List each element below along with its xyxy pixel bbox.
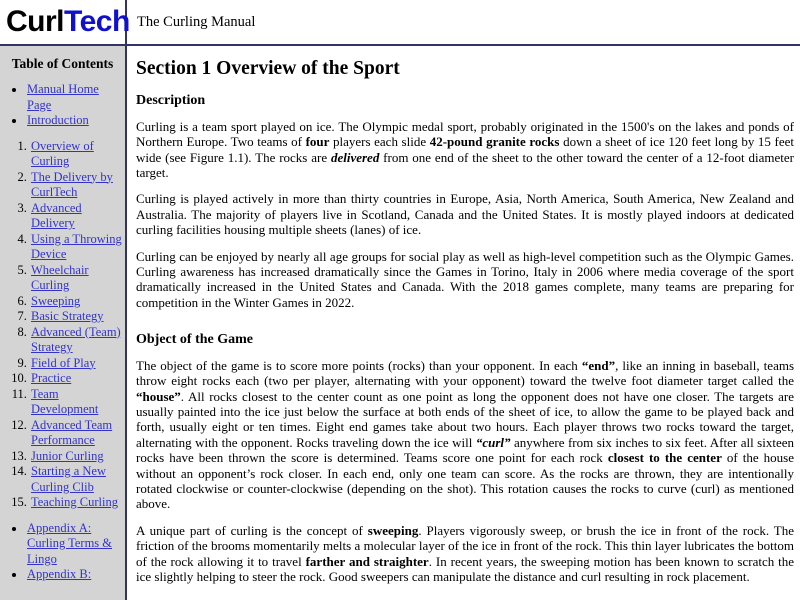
list-item: [30, 294, 125, 310]
emphasis-end: “end”: [581, 357, 616, 373]
sidebar-item-overview-of-curling[interactable]: Overview of Curling: [31, 138, 94, 168]
description-paragraph-2: Curling is played actively in more than thirty countries in Europe, Asia, North America, South America, New Zealand and Australia. The majority of players live in Scotland, Canada and the United States. It is mostly played indoors at dedicated curling facilities housing multiple sheets (lanes) of ice.: [136, 191, 794, 238]
list-item: [30, 201, 125, 232]
paragraph-text: down a sheet of ice 120 feet long by 15 feet wide (see Figure 1.1). The rocks are: [136, 134, 795, 165]
sidebar-table-of-contents: [0, 46, 127, 600]
sidebar-item-sweeping[interactable]: Sweeping: [31, 293, 81, 308]
logo-text: [6, 7, 130, 37]
list-item: [30, 449, 125, 465]
paragraph-text: of the house without an opponent’s rock closer. In each end, only one team can score. As the rocks are thrown, they are intentionally rotated clockwise or counter-clockwise (depending on the shot). This rotation causes the rocks to curve (curl) as mentioned above.: [136, 450, 794, 512]
toc-heading: Table of Contents: [11, 56, 114, 71]
sidebar-item-team-development[interactable]: Team Development: [31, 386, 99, 416]
paragraph-text: from one end of the sheet to the other toward the center of a 12-foot diameter target.: [136, 149, 794, 181]
sidebar-item-manual-home-page[interactable]: Manual Home Page: [27, 82, 99, 112]
list-item: [30, 464, 125, 495]
emphasis-sweeping: sweeping: [367, 522, 419, 538]
sidebar-item-the-delivery-by-curltech[interactable]: The Delivery by CurlTech: [31, 169, 113, 199]
object-of-the-game-heading: Object of the Game: [136, 332, 254, 348]
page-header: [0, 0, 800, 46]
emphasis-house: “house”: [136, 388, 181, 404]
paragraph-text: anywhere from six inches to six feet. After all sixteen rocks have been thrown the score is determined. Teams score one point for each rock: [136, 434, 794, 466]
list-item: [30, 263, 125, 294]
emphasis-four: four: [305, 134, 330, 150]
sidebar-item-field-of-play[interactable]: Field of Play: [31, 355, 96, 370]
list-item: [30, 309, 125, 325]
sidebar-item-advanced-team-performance[interactable]: Advanced Team Performance: [31, 417, 113, 447]
object-paragraph-2: [136, 523, 794, 585]
emphasis-delivered: delivered: [330, 149, 380, 165]
sidebar-item-practice[interactable]: Practice: [31, 371, 72, 385]
site-logo[interactable]: [0, 0, 130, 45]
manual-title: The Curling Manual: [137, 13, 256, 30]
paragraph-text: Curling is a team sport played on ice. The Olympic medal sport, probably originated in the 1500's on the lakes and ponds of Northern Europe. Two teams of: [136, 118, 794, 150]
sidebar-item-using-a-throwing-device[interactable]: Using a Throwing Device: [31, 231, 122, 261]
sidebar-item-junior-curling[interactable]: Junior Curling: [31, 448, 104, 463]
description-paragraph-3: Curling can be enjoyed by nearly all age groups for social play as well as high-level competition such as the Olympic Games. Curling awareness has increased dramatically since the Games in Torino, Italy in 2006 where media coverage of the sport dramatically increased in the United States and Canada. With the 2018 games complete, many teams are preparing for competition in the Winter Games in 2022.: [136, 248, 794, 310]
sidebar-item-appendix-a[interactable]: Appendix A: Curling Terms & Lingo: [27, 520, 113, 566]
paragraph-text: A unique part of curling is the concept of: [136, 522, 368, 538]
list-item: [30, 170, 125, 201]
sidebar-item-teaching-curling[interactable]: Teaching Curling: [31, 495, 118, 509]
sidebar-item-wheelchair-curling[interactable]: Wheelchair Curling: [31, 262, 89, 292]
paragraph-text: The object of the game is to score more points (rocks) than your opponent. In each: [136, 357, 582, 373]
paragraph-text: . All rocks closest to the center count as one point as long the opponent does not have one closer. The targets are usually painted into the ice just below the surface at both ends of the sheet of ice, to allow the game to be played back and forth, usually eight or ten times. Eight end games take about two hours. Each player throws two rocks toward the target, alternating with the opponent. Rocks traveling down the ice will: [136, 388, 794, 450]
emphasis-farther-and-straighter: farther and straighter: [305, 553, 429, 569]
list-item: [26, 82, 125, 113]
sidebar-item-introduction[interactable]: Introduction: [27, 113, 89, 127]
toc-numbered-list: [0, 139, 125, 511]
list-item: [26, 567, 125, 583]
sidebar-item-basic-strategy[interactable]: Basic Strategy: [31, 309, 104, 323]
list-item: [30, 139, 125, 170]
object-paragraph-1: [136, 358, 794, 512]
page-title: Section 1 Overview of the Sport: [136, 58, 400, 79]
paragraph-text: players each slide: [329, 134, 430, 150]
page-body: [0, 46, 800, 600]
list-item: [30, 325, 125, 356]
list-item: [26, 521, 125, 568]
sidebar-item-advanced-team-strategy[interactable]: Advanced (Team) Strategy: [31, 324, 121, 354]
list-item: [30, 418, 125, 449]
list-item: [30, 232, 125, 263]
list-item: [30, 371, 125, 387]
emphasis-closest-to-the-center: closest to the center: [607, 450, 722, 466]
logo-text-curl: Curl: [6, 5, 64, 38]
list-item: [30, 356, 125, 372]
list-item: [26, 113, 125, 129]
description-paragraph-1: [136, 119, 794, 181]
sidebar-item-starting-a-new-curling-club[interactable]: Starting a New Curling Clib: [31, 464, 106, 494]
main-content: [127, 46, 800, 600]
paragraph-text: . Players vigorously sweep, or brush the ice in front of the rock. The friction of the brooms momentarily melts a molecular layer of the ice in front of the rock. This thin layer lubricates the bottom of the rock allowing it to travel: [136, 522, 794, 569]
description-heading: Description: [136, 93, 206, 109]
emphasis-granite-rocks: 42-pound granite rocks: [429, 134, 560, 150]
emphasis-curl: “curl”: [475, 434, 511, 450]
sidebar-item-appendix-b[interactable]: Appendix B:: [27, 567, 92, 581]
toc-top-list: [0, 82, 125, 129]
paragraph-text: . In recent years, the sweeping motion has been known to scratch the ice slightly helping to steer the rock. Good sweepers can manipulate the distance and curl resulting in rock placement.: [136, 553, 795, 584]
list-item: [30, 387, 125, 418]
toc-appendix-list: [0, 521, 125, 583]
sidebar-item-advanced-delivery[interactable]: Advanced Delivery: [31, 200, 82, 230]
logo-text-tech: Tech: [64, 5, 130, 38]
paragraph-text: , like an inning in baseball, teams throw eight rocks each (two per player, alternating with your opponent) toward the twelve foot diameter target called the: [136, 357, 795, 389]
list-item: [30, 495, 125, 511]
